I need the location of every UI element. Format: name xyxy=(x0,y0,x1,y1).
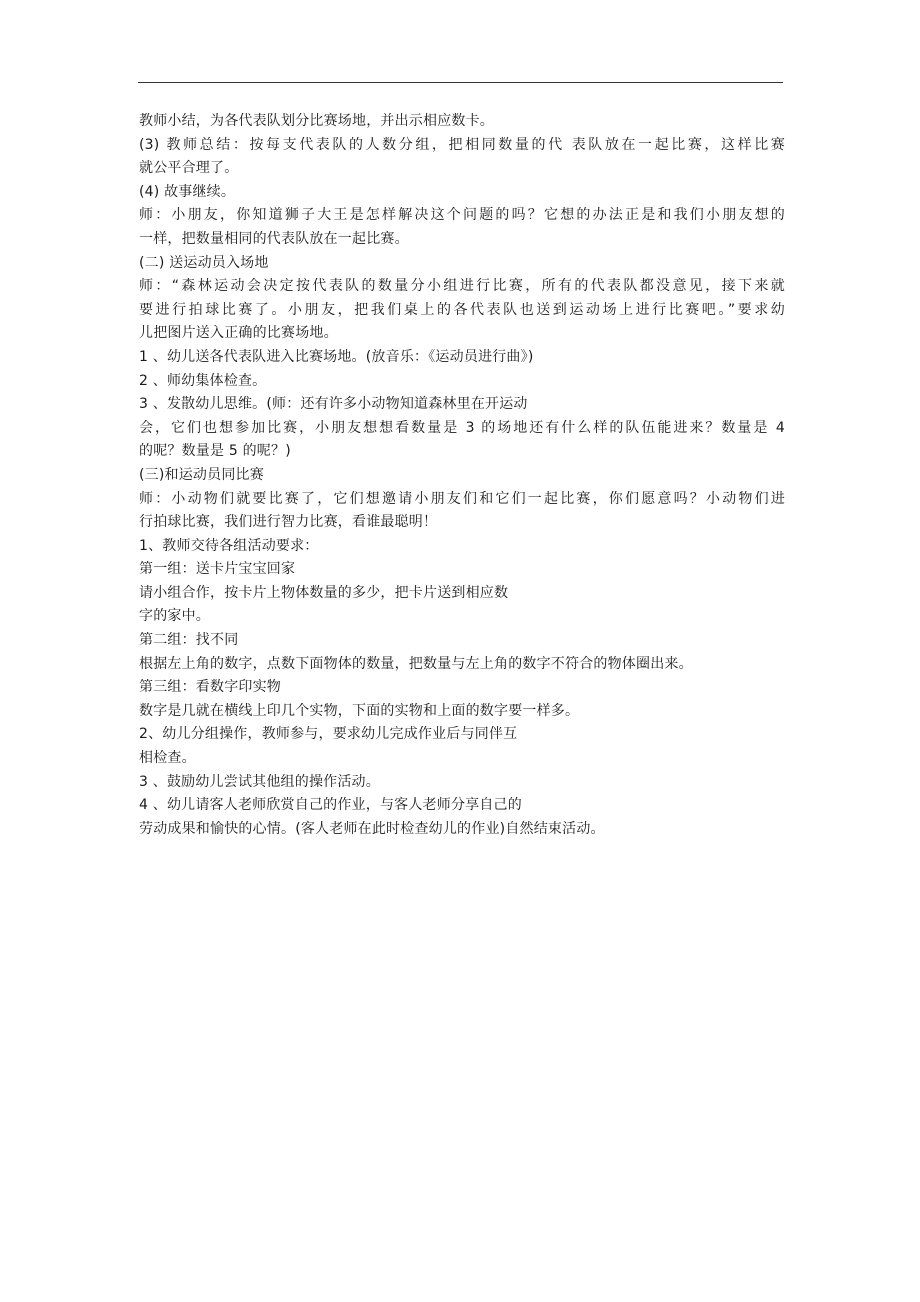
text-line: (二) 送运动员入场地 xyxy=(139,254,269,271)
text-line: 数字是几就在横线上印几个实物，下面的实物和上面的数字要一样多。 xyxy=(139,702,580,719)
text-line: 会，它们也想参加比赛，小朋友想想看数量是 3 的场地还有什么样的队伍能进来？数量是 4 xyxy=(139,419,785,436)
text-line: 师：小动物们就要比赛了，它们想邀请小朋友们和它们一起比赛，你们愿意吗？小动物们进 xyxy=(139,490,785,507)
text-line: 3 、发散幼儿思维。(师：还有许多小动物知道森林里在开运动 xyxy=(139,396,528,413)
text-line: 第三组：看数字印实物 xyxy=(139,679,281,696)
text-line: 1、教师交待各组活动要求： xyxy=(139,537,319,554)
text-line: 1 、幼儿送各代表队进入比赛场地。(放音乐：《运动员进行曲》) xyxy=(139,348,534,365)
text-line: (三)和运动员同比赛 xyxy=(139,466,264,483)
text-line: 请小组合作，按卡片上物体数量的多少，把卡片送到相应数 xyxy=(139,584,509,601)
text-line: 教师小结，为各代表队划分比赛场地，并出示相应数卡。 xyxy=(139,113,494,129)
text-line: 师：小朋友，你知道狮子大王是怎样解决这个问题的吗？它想的办法正是和我们小朋友想的 xyxy=(139,207,785,224)
text-line: 3 、鼓励幼儿尝试其他组的操作活动。 xyxy=(139,773,380,790)
text-line: 师：“森林运动会决定按代表队的数量分小组进行比赛，所有的代表队都没意见，接下来就 xyxy=(139,278,785,295)
text-line: 2 、师幼集体检查。 xyxy=(139,372,267,389)
text-line: 的呢？数量是 5 的呢？) xyxy=(139,443,291,460)
text-line: 2、幼儿分组操作，教师参与，要求幼儿完成作业后与同伴互 xyxy=(139,726,518,743)
text-line: 一样，把数量相同的代表队放在一起比赛。 xyxy=(139,230,409,247)
text-line: 相检查。 xyxy=(139,750,196,767)
document-body xyxy=(139,110,785,841)
text-line: 就公平合理了。 xyxy=(139,160,239,177)
text-line: (3) 教师总结：按每支代表队的人数分组，把相同数量的代 表队放在一起比赛，这样比赛 xyxy=(139,136,785,153)
text-line: 4 、幼儿请客人老师欣赏自己的作业，与客人老师分享自己的 xyxy=(139,797,522,814)
text-line: 第一组：送卡片宝宝回家 xyxy=(139,561,296,578)
text-line: (4) 故事继续。 xyxy=(139,183,236,200)
text-line: 字的家中。 xyxy=(139,608,210,625)
text-line: 劳动成果和愉快的心情。(客人老师在此时检查幼儿的作业)自然结束活动。 xyxy=(139,820,605,837)
text-line: 根据左上角的数字，点数下面物体的数量，把数量与左上角的数字不符合的物体圈出来。 xyxy=(139,655,693,672)
header-rule xyxy=(138,82,783,83)
text-line: 行拍球比赛，我们进行智力比赛，看谁最聪明！ xyxy=(139,514,438,531)
text-line: 第二组：找不同 xyxy=(139,632,239,649)
text-line: 儿把图片送入正确的比赛场地。 xyxy=(139,325,338,342)
text-line: 要进行拍球比赛了。小朋友，把我们桌上的各代表队也送到运动场上进行比赛吧。”要求幼 xyxy=(139,301,785,318)
